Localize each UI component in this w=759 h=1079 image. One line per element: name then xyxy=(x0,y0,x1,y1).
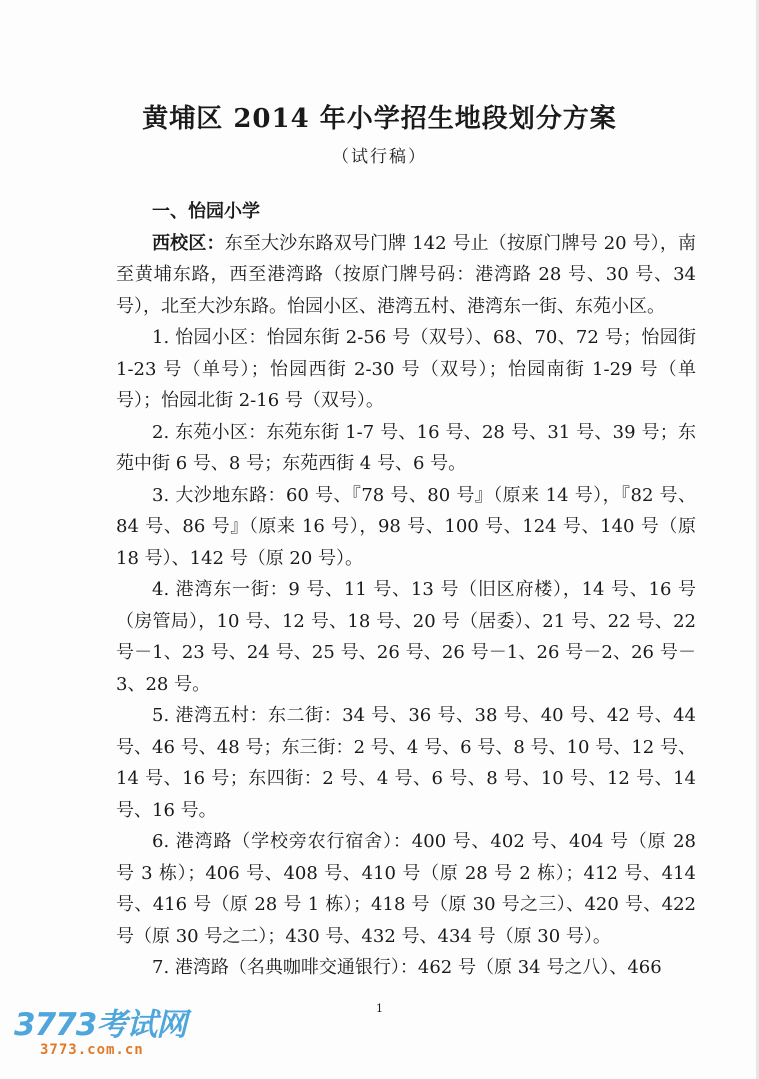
page-number: 1 xyxy=(376,1002,383,1015)
list-item: 6. 港湾路（学校旁农行宿舍）：400 号、402 号、404 号（原 28 号 3 栋）；406 号、408 号、410 号（原 28 号 2 栋）；412 号、414 号、416 号（原 28 号 1 栋）；418 号（原 30 号之三）、420 号、422 号（原 30 号之二）；430 号、432 号、434 号（原 30 号）。 xyxy=(116,831,696,947)
list-item: 1. 怡园小区：怡园东街 2-56 号（双号）、68、70、72 号；怡园街 1-23 号（单号）；怡园西街 2-30 号（双号）；怡园南街 1-29 号（单号）；怡园北街 2-16 号（双号）。 xyxy=(116,327,696,411)
document-subtitle: （试行稿） xyxy=(332,147,427,167)
list-item: 3. 大沙地东路：60 号、『78 号、80 号』（原来 14 号），『82 号、84 号、86 号』（原来 16 号），98 号、100 号、124 号、140 号（原 18 号）、142 号（原 20 号）。 xyxy=(116,484,696,569)
west-campus-text: 东至大沙东路双号门牌 142 号止（按原门牌号 20 号），南至黄埔东路，西至港湾路（按原门牌号码：港湾路 28 号、30 号、34 号），北至大沙东路。怡园小区、港湾五村、港湾东一街、东苑小区。 xyxy=(116,232,696,317)
document-body xyxy=(116,196,696,984)
west-campus-paragraph xyxy=(116,228,696,323)
list-item: 4. 港湾东一街：9 号、11 号、13 号（旧区府楼），14 号、16 号（房管局），10 号、12 号、18 号、20 号（居委）、21 号、22 号、22 号－1、23 号、24 号、25 号、26 号、26 号－1、26 号－2、26 号－3、28 号。 xyxy=(116,579,696,695)
document-title: 黄埔区 2014 年小学招生地段划分方案 xyxy=(142,104,617,134)
list-item: 2. 东苑小区：东苑东街 1-7 号、16 号、28 号、31 号、39 号；东苑中街 6 号、8 号；东苑西街 4 号、6 号。 xyxy=(116,421,696,474)
west-campus-label: 西校区： xyxy=(152,232,225,254)
list-item: 5. 港湾五村：东二街：34 号、36 号、38 号、40 号、42 号、44 号、46 号、48 号；东三街：2 号、4 号、6 号、8 号、10 号、12 号、14 号、16 号；东四街：2 号、4 号、6 号、8 号、10 号、12 号、14 号、16 号。 xyxy=(116,705,696,821)
section-heading: 一、怡园小学 xyxy=(152,201,260,222)
watermark-url: 3773.com.cn xyxy=(40,1042,144,1058)
site-watermark xyxy=(14,1008,214,1068)
list-item: 7. 港湾路（名典咖啡交通银行）：462 号（原 34 号之八）、466 xyxy=(152,957,662,978)
watermark-logo: 3773考试网 xyxy=(14,1007,187,1043)
